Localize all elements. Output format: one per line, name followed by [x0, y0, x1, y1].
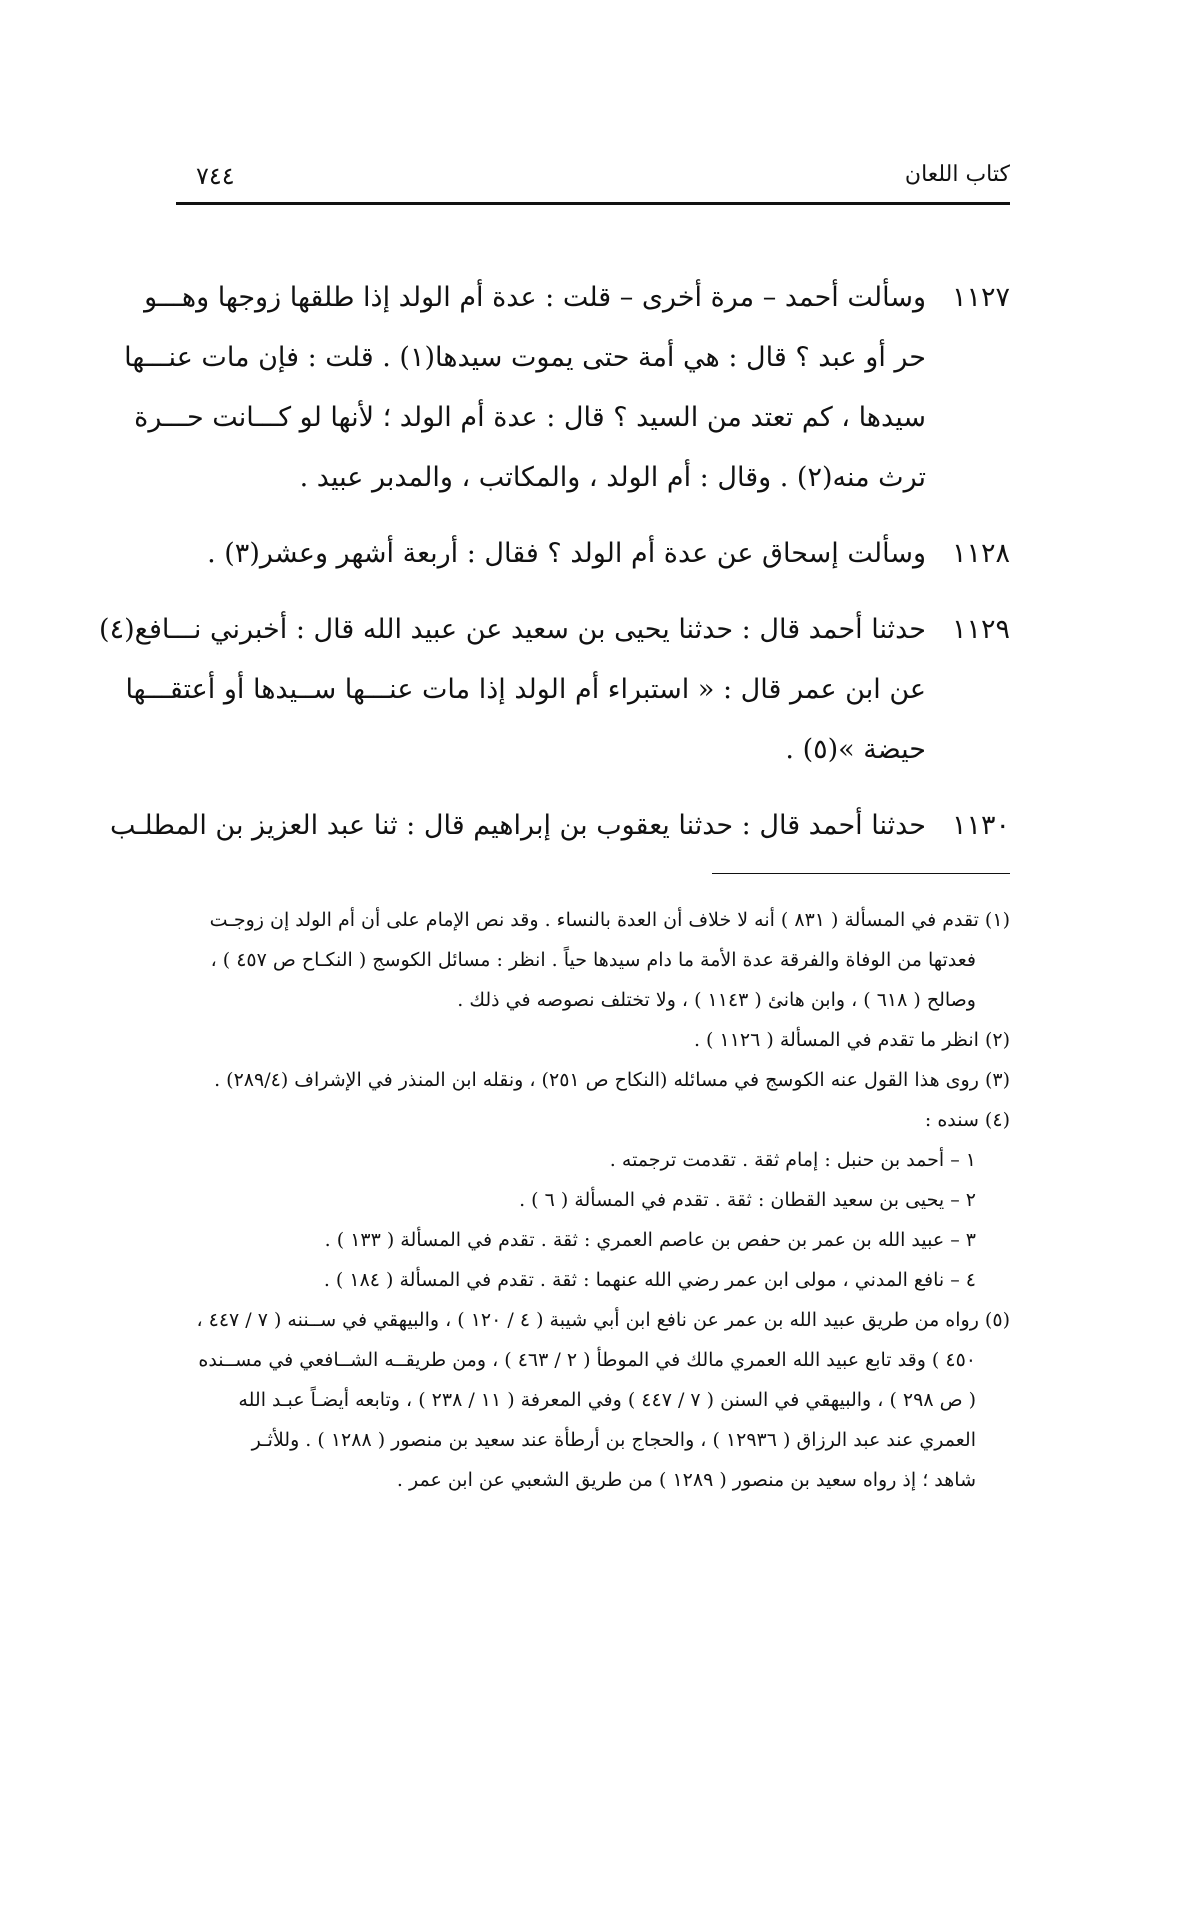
footnote-line: العمري عند عبد الرزاق ( ١٢٩٣٦ ) ، والحجاج بن أرطأة عند سعيد بن منصور ( ١٢٨٨ ) . وللأثـر [251, 1429, 976, 1451]
text-line: حدثنا أحمد قال : حدثنا يعقوب بن إبراهيم قال : ثنا عبد العزيز بن المطلـب [109, 810, 926, 841]
footnote-5: (٥) رواه من طريق عبيد الله بن عمر عن نافع ابن أبي شيبة ( ٤ / ١٢٠ ) ، والبيهقي في ســننه ( ٧ / ٤٤٧ ، [196, 1309, 1010, 1331]
isnad-item: ١ – أحمد بن حنبل : إمام ثقة . تقدمت ترجمته . [609, 1149, 976, 1171]
footnote-3: (٣) روى هذا القول عنه الكوسج في مسائله (النكاح ص ٢٥١) ، ونقله ابن المنذر في الإشراف (٢٨٩/٤) . [214, 1069, 1010, 1091]
text-line: وسألت أحمد – مرة أخرى – قلت : عدة أم الولد إذا طلقها زوجها وهـــو [144, 282, 926, 313]
text-line: وسألت إسحاق عن عدة أم الولد ؟ فقال : أربعة أشهر وعشر(٣) . [207, 538, 926, 569]
isnad-item: ٣ – عبيد الله بن عمر بن حفص بن عاصم العمري : ثقة . تقدم في المسألة ( ١٣٣ ) . [324, 1229, 976, 1251]
book-title: كتاب اللعان [904, 162, 1010, 187]
entry-1129 [99, 600, 1010, 780]
main-text [99, 268, 1010, 872]
footnote-line: وصالح ( ٦١٨ ) ، وابن هانئ ( ١١٤٣ ) ، ولا تختلف نصوصه في ذلك . [457, 989, 976, 1011]
entry-number: ١١٢٩ [951, 614, 1010, 645]
footnote-line: ٤٥٠ ) وقد تابع عبيد الله العمري مالك في الموطأ ( ٢ / ٤٦٣ ) ، ومن طريقــه الشــافعي في مســنده [198, 1349, 976, 1371]
footnotes [176, 900, 1010, 1500]
isnad-item: ٤ – نافع المدني ، مولى ابن عمر رضي الله عنهما : ثقة . تقدم في المسألة ( ١٨٤ ) . [323, 1269, 976, 1291]
entry-1127 [124, 268, 1010, 508]
text-line: حدثنا أحمد قال : حدثنا يحيى بن سعيد عن عبيد الله قال : أخبرني نـــافع(٤) [99, 614, 926, 645]
text-line: سيدها ، كم تعتد من السيد ؟ قال : عدة أم الولد ؛ لأنها لو كـــانت حـــرة [134, 402, 926, 433]
footnote-line: شاهد ؛ إذ رواه سعيد بن منصور ( ١٢٨٩ ) من طريق الشعبي عن ابن عمر . [396, 1469, 976, 1491]
entry-number: ١١٣٠ [951, 810, 1010, 841]
footnote-rule [712, 873, 1010, 874]
footnote-1: (١) تقدم في المسألة ( ٨٣١ ) أنه لا خلاف أن العدة بالنساء . وقد نص الإمام على أن أم الولد إن زوجـت [209, 909, 1010, 931]
footnote-line: ( ص ٢٩٨ ) ، والبيهقي في السنن ( ٧ / ٤٤٧ ) وفي المعرفة ( ١١ / ٢٣٨ ) ، وتابعه أيضـاً عبـد الله [238, 1389, 976, 1411]
text-line: عن ابن عمر قال : « استبراء أم الولد إذا مات عنـــها ســيدها أو أعتقـــها [125, 674, 926, 705]
entry-number: ١١٢٨ [951, 538, 1010, 569]
text-line: ترث منه(٢) . وقال : أم الولد ، والمكاتب ، والمدبر عبيد . [299, 462, 926, 493]
footnote-4: (٤) سنده : [924, 1109, 1010, 1131]
footnote-line: فعدتها من الوفاة والفرقة عدة الأمة ما دام سيدها حياً . انظر : مسائل الكوسج ( النكـاح ص ٤٥٧ ) ، [210, 949, 976, 971]
header-rule [176, 202, 1010, 205]
isnad-item: ٢ – يحيى بن سعيد القطان : ثقة . تقدم في المسألة ( ٦ ) . [519, 1189, 976, 1211]
text-line: حيضة »(٥) . [785, 734, 926, 765]
running-header [176, 160, 1010, 200]
entry-1128 [176, 524, 1010, 584]
page-number: ٧٤٤ [196, 162, 235, 190]
entry-number: ١١٢٧ [951, 282, 1010, 313]
footnote-2: (٢) انظر ما تقدم في المسألة ( ١١٢٦ ) . [693, 1029, 1010, 1051]
entry-1130 [109, 796, 1010, 856]
text-line: حر أو عبد ؟ قال : هي أمة حتى يموت سيدها(١) . قلت : فإن مات عنـــها [124, 342, 926, 373]
